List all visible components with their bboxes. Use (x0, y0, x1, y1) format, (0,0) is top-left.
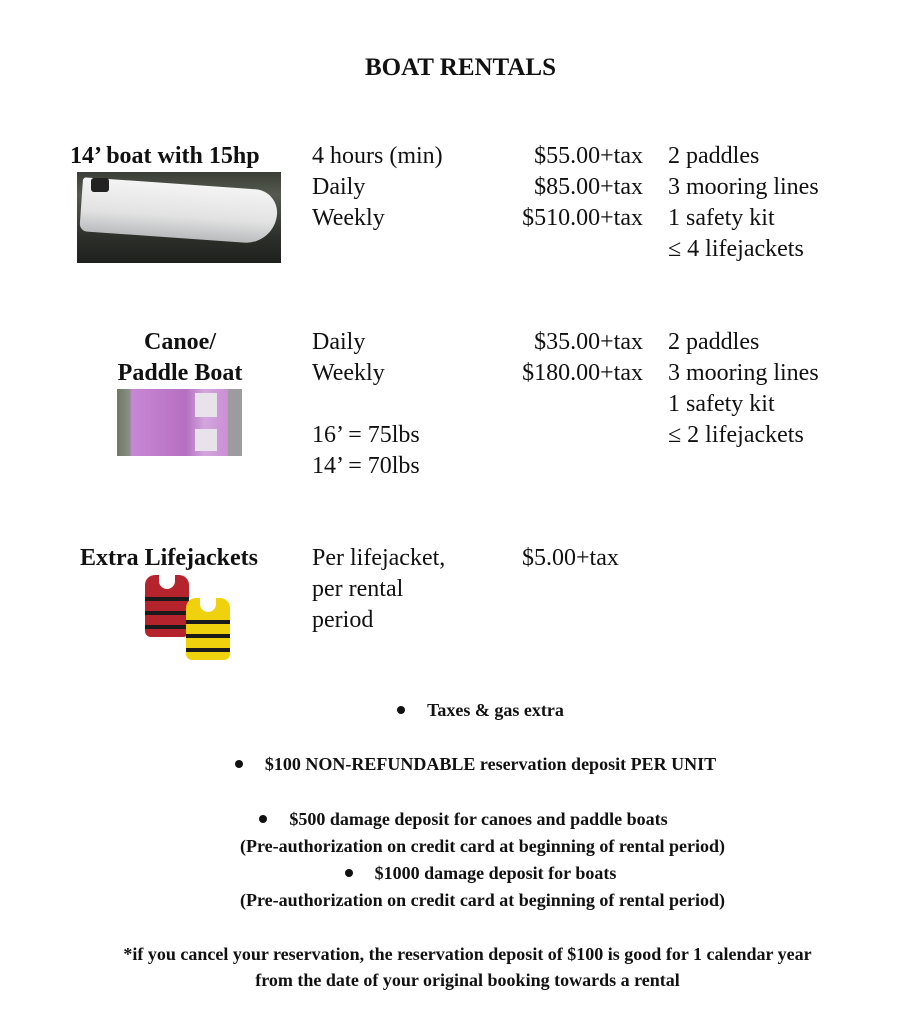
rental-name-motorboat: 14’ boat with 15hp (70, 143, 260, 169)
yellow-lifejacket-shape (186, 598, 230, 660)
motorboat-photo (77, 172, 281, 263)
bullet-icon (259, 815, 267, 823)
note-cancel-line1: *if you cancel your reservation, the reservation deposit of $100 is good for 1 calendar year (123, 944, 812, 964)
rental-name-canoe (105, 327, 255, 389)
seat-shape (195, 429, 217, 451)
price-item: $5.00+tax (522, 545, 619, 571)
include-item: 2 paddles (668, 329, 760, 355)
rental-name-line: Canoe/ (144, 329, 216, 355)
wall-shape (228, 389, 242, 456)
weight-item: 16’ = 75lbs (312, 422, 420, 448)
note-damage-canoe: $500 damage deposit for canoes and paddle boats (0, 809, 921, 830)
paddle-boat-photo (117, 389, 242, 456)
include-item: 2 paddles (668, 143, 760, 169)
bullet-icon (345, 869, 353, 877)
seat-shape (195, 393, 217, 417)
bullet-icon (397, 706, 405, 714)
bullet-icon (235, 760, 243, 768)
period-item: Per lifejacket, (312, 545, 446, 571)
include-item: ≤ 2 lifejackets (668, 422, 804, 448)
boat-hull-shape (79, 177, 278, 245)
canoe-weights (312, 420, 420, 482)
price-item: $55.00+tax (534, 143, 643, 169)
rental-name-line: Paddle Boat (117, 360, 243, 386)
period-item: 4 hours (min) (312, 143, 443, 169)
page-title: BOAT RENTALS (364, 54, 557, 81)
motorboat-periods (312, 141, 443, 234)
note-damage-boat: $1000 damage deposit for boats (0, 863, 921, 884)
note-cancel-line2: from the date of your original booking towards a rental (255, 970, 680, 990)
note-taxes: Taxes & gas extra (0, 700, 921, 721)
price-item: $85.00+tax (534, 174, 643, 200)
include-item: 1 safety kit (668, 391, 775, 417)
period-item: per rental (312, 576, 404, 602)
note-deposit: $100 NON-REFUNDABLE reservation deposit PER UNIT (0, 754, 921, 775)
red-lifejacket-shape (145, 575, 189, 637)
price-item: $180.00+tax (522, 360, 643, 386)
rental-name-lifejackets: Extra Lifejackets (80, 545, 258, 571)
lifejacket-price (522, 543, 619, 574)
period-item: Weekly (312, 360, 385, 386)
note-preauth-2: (Pre-authorization on credit card at beginning of rental period) (240, 890, 725, 910)
motorboat-includes (668, 141, 819, 265)
lifejacket-periods (312, 543, 445, 636)
period-item: Daily (312, 174, 366, 200)
note-preauth-1: (Pre-authorization on credit card at beginning of rental period) (240, 836, 725, 856)
price-item: $510.00+tax (522, 205, 643, 231)
canoe-periods (312, 327, 385, 389)
price-item: $35.00+tax (534, 329, 643, 355)
weight-item: 14’ = 70lbs (312, 453, 420, 479)
include-item: 1 safety kit (668, 205, 775, 231)
period-item: Weekly (312, 205, 385, 231)
canoe-prices (500, 327, 643, 389)
include-item: 3 mooring lines (668, 360, 819, 386)
period-item: period (312, 607, 374, 633)
include-item: 3 mooring lines (668, 174, 819, 200)
canoe-includes (668, 327, 819, 451)
period-item: Daily (312, 329, 366, 355)
motorboat-prices (500, 141, 643, 234)
include-item: ≤ 4 lifejackets (668, 236, 804, 262)
outboard-motor-shape (91, 178, 109, 192)
